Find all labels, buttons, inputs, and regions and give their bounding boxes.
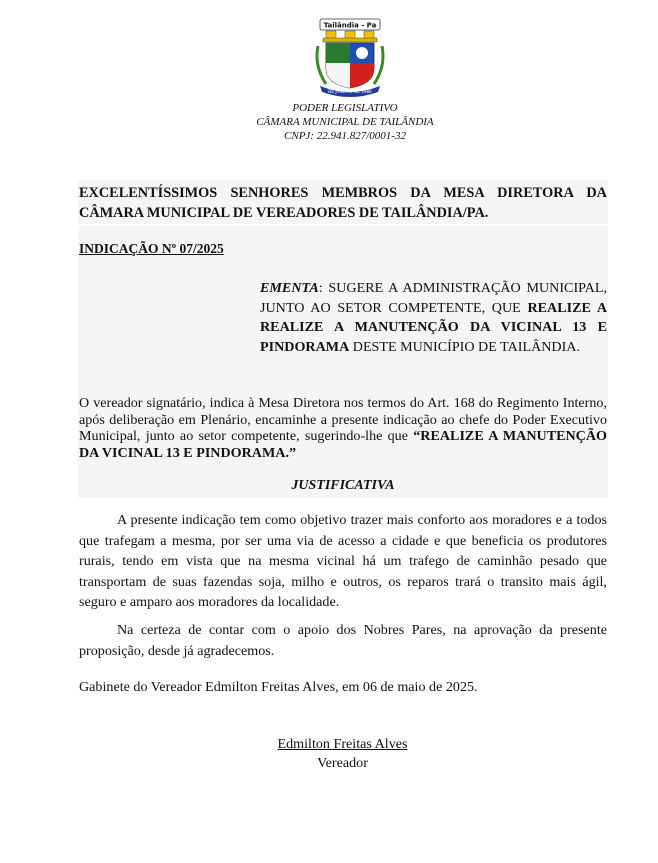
justificativa-paragraph: A presente indicação tem como objetivo trazer mais conforto aos moradores e a todos que trafegam a mesma, por ser uma via de acesso a cidade e que beneficia os produtores rurais, tendo em vista que na mesma vicinal há um trafego de caminhão pesado que transportam de suas fazendas soja, milho e outros, os reparos trará o transito mais ágil, seguro e amparo aos moradores da localidade. xyxy=(79,512,607,610)
ementa-text: : SUGERE A ADMINISTRAÇÃO MUNICIPAL, JUNTO AO SETOR COMPETENTE, QUE xyxy=(260,280,607,316)
intro-paragraph xyxy=(79,395,607,461)
ementa-text-end: DESTE MUNICÍPIO DE TAILÂNDIA. xyxy=(349,338,580,355)
closing-paragraph: Na certeza de contar com o apoio dos Nobres Pares, na aprovação da presente proposição, desde já agradecemos. xyxy=(79,622,607,659)
indicacao-number: INDICAÇÃO Nº 07/2025 xyxy=(79,241,224,256)
ementa-label: EMENTA xyxy=(260,280,319,296)
justificativa-heading: JUSTIFICATIVA xyxy=(291,478,395,493)
intro-text: O vereador signatário, indica à Mesa Diretora nos termos do Art. 168 do Regimento Interno, após deliberação em Plenário, encaminhe a presente indicação ao chefe do Poder Executivo Municipal, junto ao setor competente, sugerindo-lhe que xyxy=(79,395,607,444)
signature-name: Edmilton Freitas Alves xyxy=(277,736,408,752)
addressee-heading: EXCELENTÍSSIMOS SENHORES MEMBROS DA MESA DIRETORA DA CÂMARA MUNICIPAL DE VEREADORES DE TAILÂNDIA/PA. xyxy=(79,185,607,221)
signature-role: Vereador xyxy=(317,755,368,771)
ementa-block xyxy=(260,279,607,357)
letterhead-line-3: CNPJ: 22.941.827/0001-32 xyxy=(284,130,406,142)
letterhead-line-1: PODER LEGISLATIVO xyxy=(292,102,398,114)
letterhead xyxy=(0,101,658,143)
date-line: Gabinete do Vereador Edmilton Freitas Alves, em 06 de maio de 2025. xyxy=(79,679,478,695)
crest-banner-text: Tailândia - Pa xyxy=(323,21,377,30)
ementa-bold-text: REALIZE A REALIZE A MANUTENÇÃO DA VICINAL 13 E PINDORAMA xyxy=(260,299,608,355)
letterhead-line-2: CÂMARA MUNICIPAL DE TAILÂNDIA xyxy=(256,116,434,128)
crest-motto-text: DE JANEIRO DE 1988 xyxy=(328,89,372,94)
municipal-crest-logo xyxy=(312,18,388,98)
intro-bold-text: “REALIZE A MANUTENÇÃO DA VICINAL 13 E PINDORAMA.” xyxy=(79,428,607,461)
